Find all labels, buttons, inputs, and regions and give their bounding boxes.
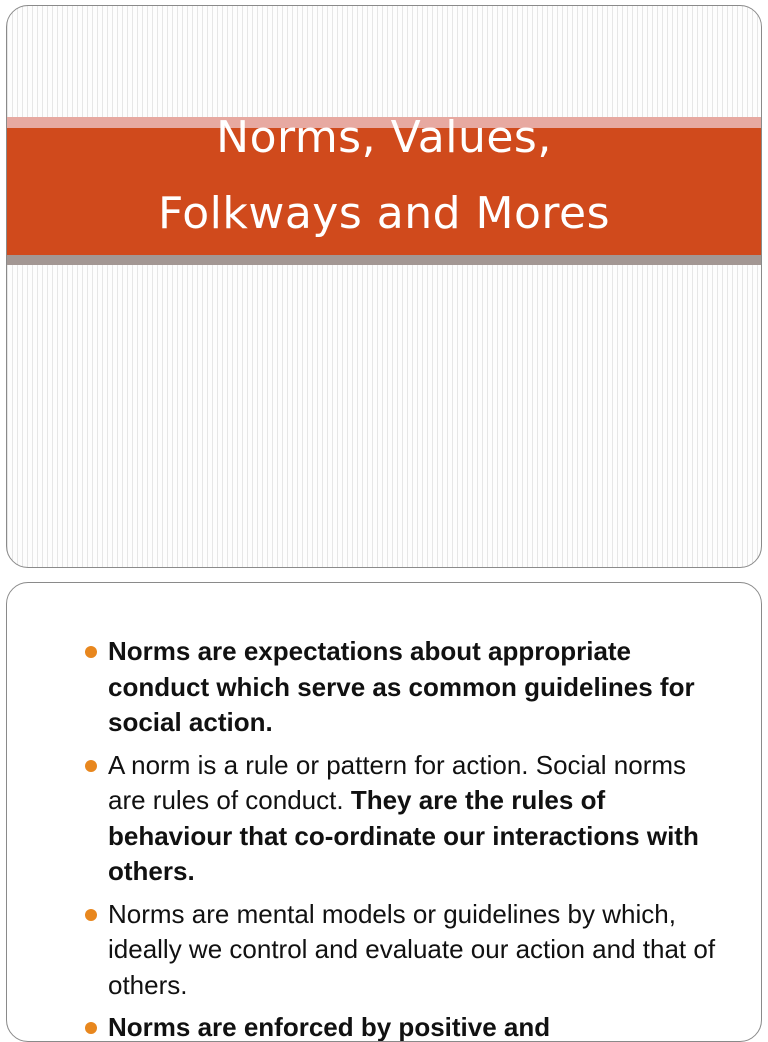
bullet-dot-icon: [85, 909, 97, 921]
bullet-dot-icon: [85, 760, 97, 772]
bullet-item-3: [85, 897, 721, 1004]
bullet-dot-icon: [85, 646, 97, 658]
bullet-2-bold-text: They are the rules of behaviour that co-ordinate our interactions with others.: [108, 785, 699, 886]
title-band-bottom-stripe: [7, 255, 761, 265]
content-slide: [6, 582, 762, 1042]
bullet-item-2: [85, 748, 721, 890]
bullet-1-text: Norms are expectations about appropriate conduct which serve as common guidelines for social action.: [108, 636, 695, 737]
bullet-item-1: [85, 634, 721, 741]
title-line-1: Norms, Values,: [216, 112, 552, 163]
bullet-2-text: A norm is a rule or pattern for action. Social norms are rules of conduct.: [108, 749, 687, 815]
bullet-3-text: Norms are mental models or guidelines by which, ideally we control and evaluate our action and that of others.: [108, 898, 716, 1000]
slide-title: [7, 100, 761, 252]
bullet-4-text: Norms are enforced by positive and: [108, 1012, 551, 1042]
bullet-list: [85, 634, 721, 1042]
title-line-2: Folkways and Mores: [157, 188, 611, 239]
bullet-item-4: [85, 1010, 721, 1042]
title-slide: [6, 5, 762, 568]
